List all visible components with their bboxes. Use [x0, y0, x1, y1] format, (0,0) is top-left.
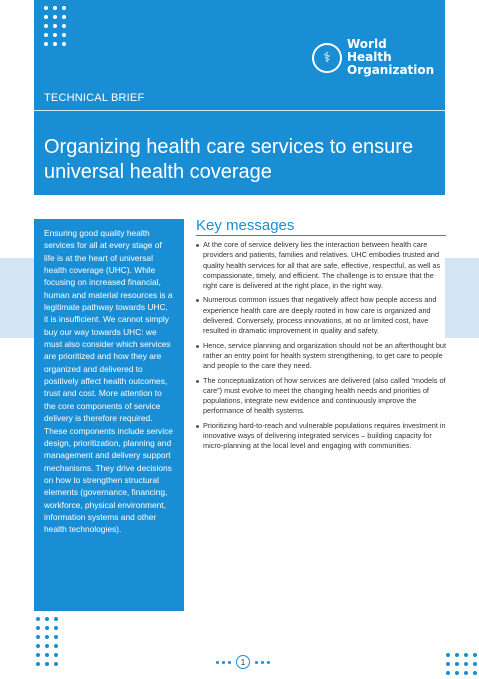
section-divider [196, 235, 446, 236]
key-messages-list [196, 240, 446, 456]
list-item: The conceptualization of how services are delivered (also called “models of care”) must evolve to meet the changing health needs and priorities of populations, integrate new evidence and continuously improve the performance of health systems. [196, 376, 446, 417]
dot-icon [255, 661, 258, 664]
dot-icon [222, 661, 225, 664]
summary-text: Ensuring good quality health services for all at every stage of life is at the heart of universal health coverage (UHC). While focusing on increased financial, human and material resources is a legitimate pathway towards UHC, it is insufficient. We cannot simply buy our way towards UHC: we must also consider which services are prioritized and how they are organized and delivered to positively affect health outcomes, trust and cost. More attention to the core components of service delivery is therefore required. These components include service design, prioritization, planning and management and delivery support mechanisms. They drive decisions on how to strengthen structural elements (governance, financing, workforce, physical environment, information systems and other health technologies). [44, 228, 173, 535]
summary-panel [34, 219, 184, 611]
decorative-band-left [0, 258, 34, 338]
list-item: At the core of service delivery lies the interaction between health care providers and patients, families and relatives. UHC embodies trusted and quality health services for all that are safe, effective, respectful, as well as compassionate, timely, and efficient. The challenge is to ensure that the right care is delivered at the right place, in the right way. [196, 240, 446, 291]
org-name: World Health Organization [347, 37, 435, 77]
dot-icon [216, 661, 219, 664]
document-type-label: TECHNICAL BRIEF [44, 92, 145, 104]
list-item: Hence, service planning and organization should not be an afterthought but rather an entry point for health system strengthening, to get care to people and people to the care they need. [196, 341, 446, 372]
decorative-dots [36, 617, 58, 666]
page-number: 1 [236, 655, 250, 669]
who-logo [312, 38, 435, 77]
who-emblem-icon: ⚕ [312, 43, 342, 73]
decorative-dots [44, 6, 66, 46]
decorative-dots [446, 653, 477, 675]
header-divider [34, 110, 445, 111]
dot-icon [267, 661, 270, 664]
section-heading: Key messages [196, 217, 295, 234]
dot-icon [228, 661, 231, 664]
dot-icon [261, 661, 264, 664]
page-indicator [216, 655, 270, 669]
list-item: Prioritizing hard-to-reach and vulnerable populations requires investment in innovative ways of delivering integrated services – building capacity for micro-planning at the local level and engaging with communities. [196, 421, 446, 452]
list-item: Numerous common issues that negatively affect how people access and experience health care are deeply rooted in how care is organized and delivered. Conversely, process innovations, at no or limited cost, have resulted in dramatic improvement in quality and safety. [196, 295, 446, 336]
header-banner [34, 0, 445, 195]
decorative-band-right [445, 258, 479, 338]
page-title: Organizing health care services to ensure universal health coverage [44, 136, 414, 184]
